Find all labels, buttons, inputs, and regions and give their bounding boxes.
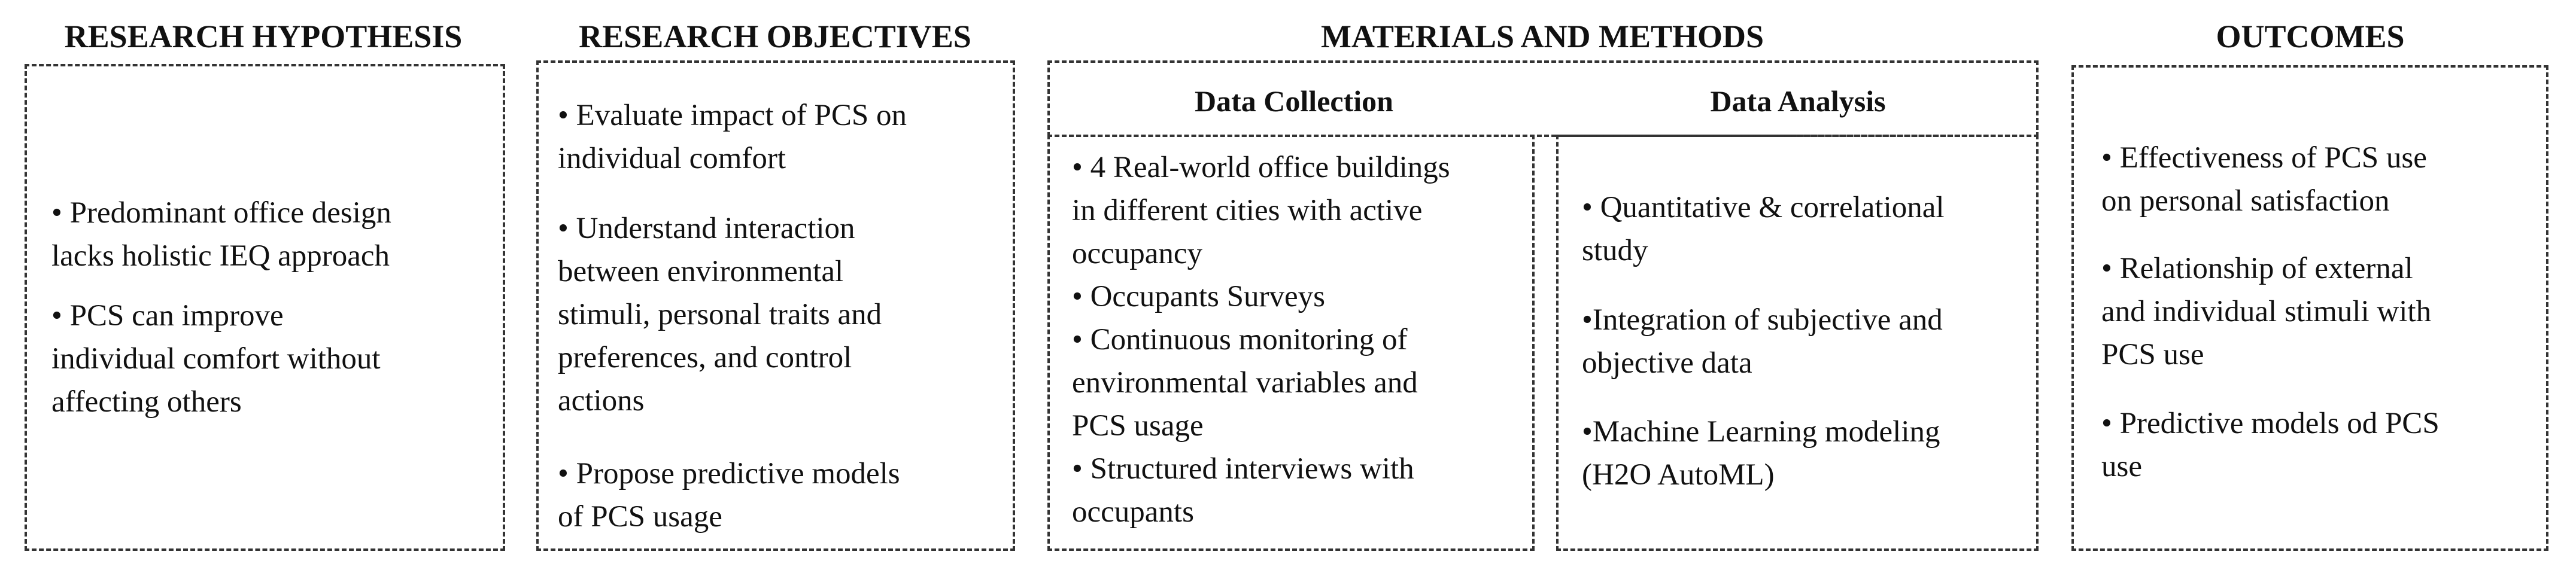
- data-analysis-bullet: •Integration of subjective and objective data: [1582, 303, 1943, 380]
- data-analysis-heading: Data Analysis: [1710, 84, 1886, 118]
- data-analysis-bullet: •Machine Learning modeling (H2O AutoML): [1582, 415, 1940, 492]
- objectives-bullet: • Propose predictive models of PCS usage: [558, 457, 900, 534]
- data-collection-heading: Data Collection: [1195, 84, 1393, 118]
- outcomes-bullet: • Predictive models od PCS use: [2101, 407, 2440, 483]
- data-collection-bullet: • 4 Real-world office buildings in different cities with active occupancy: [1072, 151, 1450, 270]
- hypothesis-bullet: • Predominant office design lacks holistic IEQ approach: [51, 196, 391, 273]
- methods-heading: MATERIALS AND METHODS: [1320, 19, 1764, 54]
- outcomes-bullet: • Relationship of external and individual stimuli with PCS use: [2101, 252, 2432, 371]
- hypothesis-heading: RESEARCH HYPOTHESIS: [64, 19, 463, 54]
- data-analysis-bullet: • Quantitative & correlational study: [1582, 191, 1945, 267]
- objectives-bullet: • Evaluate impact of PCS on individual comfort: [558, 99, 907, 175]
- objectives-heading: RESEARCH OBJECTIVES: [579, 19, 971, 54]
- data-collection-bullet: • Occupants Surveys: [1072, 280, 1325, 313]
- data-collection-bullet: • Structured interviews with occupants: [1072, 452, 1414, 529]
- outcomes-heading: OUTCOMES: [2216, 19, 2405, 54]
- objectives-bullet: • Understand interaction between environmental stimuli, personal traits and preferences, and control actions: [558, 212, 882, 417]
- outcomes-bullet: • Effectiveness of PCS use on personal satisfaction: [2101, 141, 2427, 218]
- hypothesis-bullet: • PCS can improve individual comfort without affecting others: [51, 299, 381, 419]
- data-collection-bullet: • Continuous monitoring of environmental variables and PCS usage: [1072, 323, 1418, 443]
